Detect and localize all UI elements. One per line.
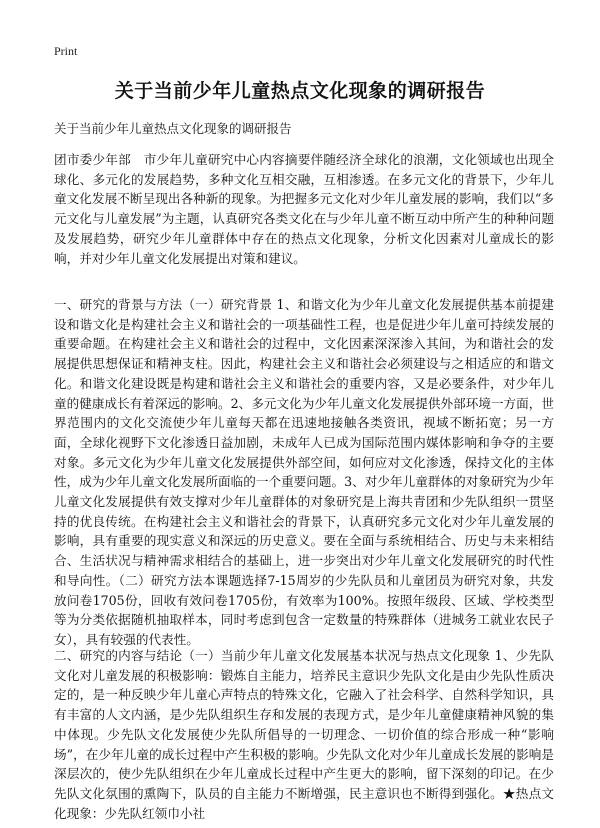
paragraph-summary: 团市委少年部 市少年儿童研究中心内容摘要伴随经济全球化的浪潮，文化领域也出现全球化、多元化的发展趋势，多种文化互相交融，互相渗透。在多元文化的背景下，少年儿童文化发展不断呈现出各种新的现象。为把握多元文化对少年儿童发展的影响，我们以“多元文化与儿童发展”为主题，认真研究各类文化在与少年儿童不断互动中所产生的种种问题及发展趋势，研究少年儿童群体中存在的热点文化现象，分析文化因素对儿童成长的影响，并对少年儿童文化发展提出对策和建议。 bbox=[54, 152, 554, 266]
print-label: Print bbox=[54, 44, 78, 58]
document-subtitle: 关于当前少年儿童热点文化现象的调研报告 bbox=[54, 121, 292, 136]
document-title: 关于当前少年儿童热点文化现象的调研报告 bbox=[114, 80, 486, 102]
paragraph-content-conclusions: 二、研究的内容与结论（一）当前少年儿童文化发展基本状况与热点文化现象 1、少先队文化对儿童发展的积极影响：锻炼自主能力，培养民主意识少先队文化是由少先队性质决定的，是一种反映少年儿童心声特点的特殊文化，它融入了社会科学、自然科学知识，具有丰富的人文内涵，是少先队组织生存和发展的表现方式，是少年儿童健康精神风貌的集中体现。少先队文化发展使少先队所倡导的一切理念、一切价值的综合形成一种“影响场”，在少年儿童的成长过程中产生积极的影响。少先队文化对少年儿童成长发展的影响是深层次的，使少先队组织在少年儿童成长过程中产生更大的影响，留下深刻的印记。在少先队文化氛围的熏陶下，队员的自主能力不断增强，民主意识也不断得到强化。★热点文化现象：少先队红领巾小社 bbox=[54, 648, 554, 821]
paragraph-background-methods: 一、研究的背景与方法（一）研究背景 1、和谐文化为少年儿童文化发展提供基本前提建设和谐文化是构建社会主义和谐社会的一项基础性工程，也是促进少年儿童可持续发展的重要命题。在构建社会主义和谐社会的过程中，文化因素深深渗入其间，为和谐社会的发展提供思想保证和精神支柱。因此，构建社会主义和谐社会必须建设与之相适应的和谐文化。和谐文化建设既是构建和谐社会主义和谐社会的重要内容，又是必要条件，对少年儿童的健康成长有着深远的影响。2、多元文化为少年儿童文化发展提供外部环境一方面，世界范围内的文化交流使少年儿童每天都在迅速地接触各类资讯，视域不断拓宽；另一方面，全球化视野下文化渗透日益加剧，未成年人已成为国际范围内媒体影响和争夺的主要对象。多元文化为少年儿童文化发展提供外部空间，如何应对文化渗透，保持文化的主体性，成为少年儿童文化发展所面临的一个重要问题。3、对少年儿童群体的对象研究为少年儿童文化发展提供有效支撑对少年儿童群体的对象研究是上海共青团和少先队组织一贯坚持的优良传统。在构建社会主义和谐社会的背景下，认真研究多元文化对少年儿童发展的影响，具有重要的现实意义和深远的历史意义。要在全面与系统相结合、历史与未来相结合、生活状况与精神需求相结合的基础上，进一步突出对少年儿童文化发展研究的时代性和导向性。（二）研究方法本课题选择7-15周岁的少先队员和儿童团员为研究对象，共发放问卷1705份，回收有效问卷1705份，有效率为100%。按照年级段、区域、学校类型等为分类依据随机抽取样本，同时考虑到包含一定数量的特殊群体（进城务工就业农民子女），具有较强的代表性。 bbox=[54, 297, 554, 647]
